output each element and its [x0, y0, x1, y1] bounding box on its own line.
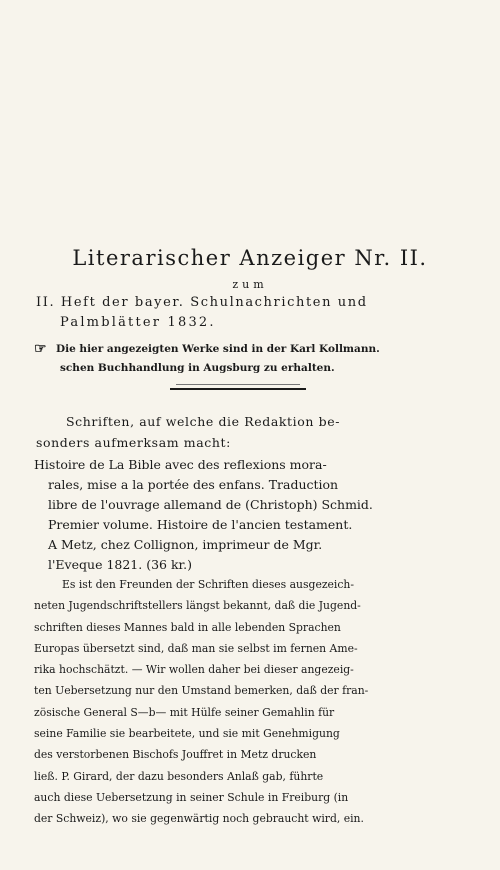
- bibliographic-entry: [34, 455, 474, 575]
- paragraph-line: seine Familie sie bearbeitete, und sie mit Genehmigung: [34, 727, 340, 741]
- paragraph-line: zösische General S—b— mit Hülfe seiner Gemahlin für: [34, 705, 335, 719]
- notice-line-1: Die hier angezeigten Werke sind in der Karl Kollmann.: [56, 343, 380, 355]
- review-paragraph: [34, 574, 474, 830]
- entry-line: rales, mise a la portée des enfans. Traduction: [48, 477, 339, 492]
- paragraph-line: neten Jugendschriftstellers längst bekannt, daß die Jugend-: [34, 599, 361, 613]
- title-connector: zum: [232, 278, 268, 291]
- entry-line: Premier volume. Histoire de l'ancien testament.: [48, 517, 353, 532]
- paragraph-line: ten Uebersetzung nur den Umstand bemerken, daß der fran-: [34, 684, 369, 698]
- paragraph-line: des verstorbenen Bischofs Jouffret in Metz drucken: [34, 748, 317, 762]
- paragraph-line: Es ist den Freunden der Schriften dieses ausgezeich-: [62, 578, 355, 591]
- paragraph-line: auch diese Uebersetzung in seiner Schule in Freiburg (in: [34, 790, 349, 804]
- paragraph-line: rika hochschätzt. — Wir wollen daher bei dieser angezeig-: [34, 663, 354, 677]
- paragraph-line: ließ. P. Girard, der dazu besonders Anlaß gab, führte: [34, 769, 324, 783]
- entry-line: A Metz, chez Collignon, imprimeur de Mgr.: [48, 537, 323, 552]
- paragraph-line: schriften dieses Mannes bald in alle lebenden Sprachen: [34, 620, 341, 634]
- entry-line: l'Eveque 1821. (36 kr.): [48, 557, 192, 572]
- intro-line-2: sonders aufmerksam macht:: [36, 435, 231, 450]
- availability-notice: [34, 340, 474, 378]
- entry-line: libre de l'ouvrage allemand de (Christoph) Schmid.: [48, 497, 373, 512]
- intro-line-1: Schriften, auf welche die Redaktion be-: [66, 414, 341, 429]
- page-title: Literarischer Anzeiger Nr. II.: [72, 246, 428, 270]
- paragraph-line: der Schweiz), wo sie gegenwärtig noch gebraucht wird, ein.: [34, 812, 364, 826]
- pointing-hand-icon: ☞: [34, 341, 47, 357]
- notice-line-2: schen Buchhandlung in Augsburg zu erhalten.: [60, 362, 335, 374]
- subtitle-line-2: Palmblätter 1832.: [60, 315, 216, 330]
- entry-line: Histoire de La Bible avec des reflexions mora-: [34, 457, 327, 472]
- section-divider: [170, 388, 306, 390]
- paragraph-line: Europas übersetzt sind, daß man sie selbst im fernen Ame-: [34, 641, 358, 655]
- subtitle-line-1: II. Heft der bayer. Schulnachrichten und: [36, 295, 368, 310]
- section-intro: [36, 411, 476, 453]
